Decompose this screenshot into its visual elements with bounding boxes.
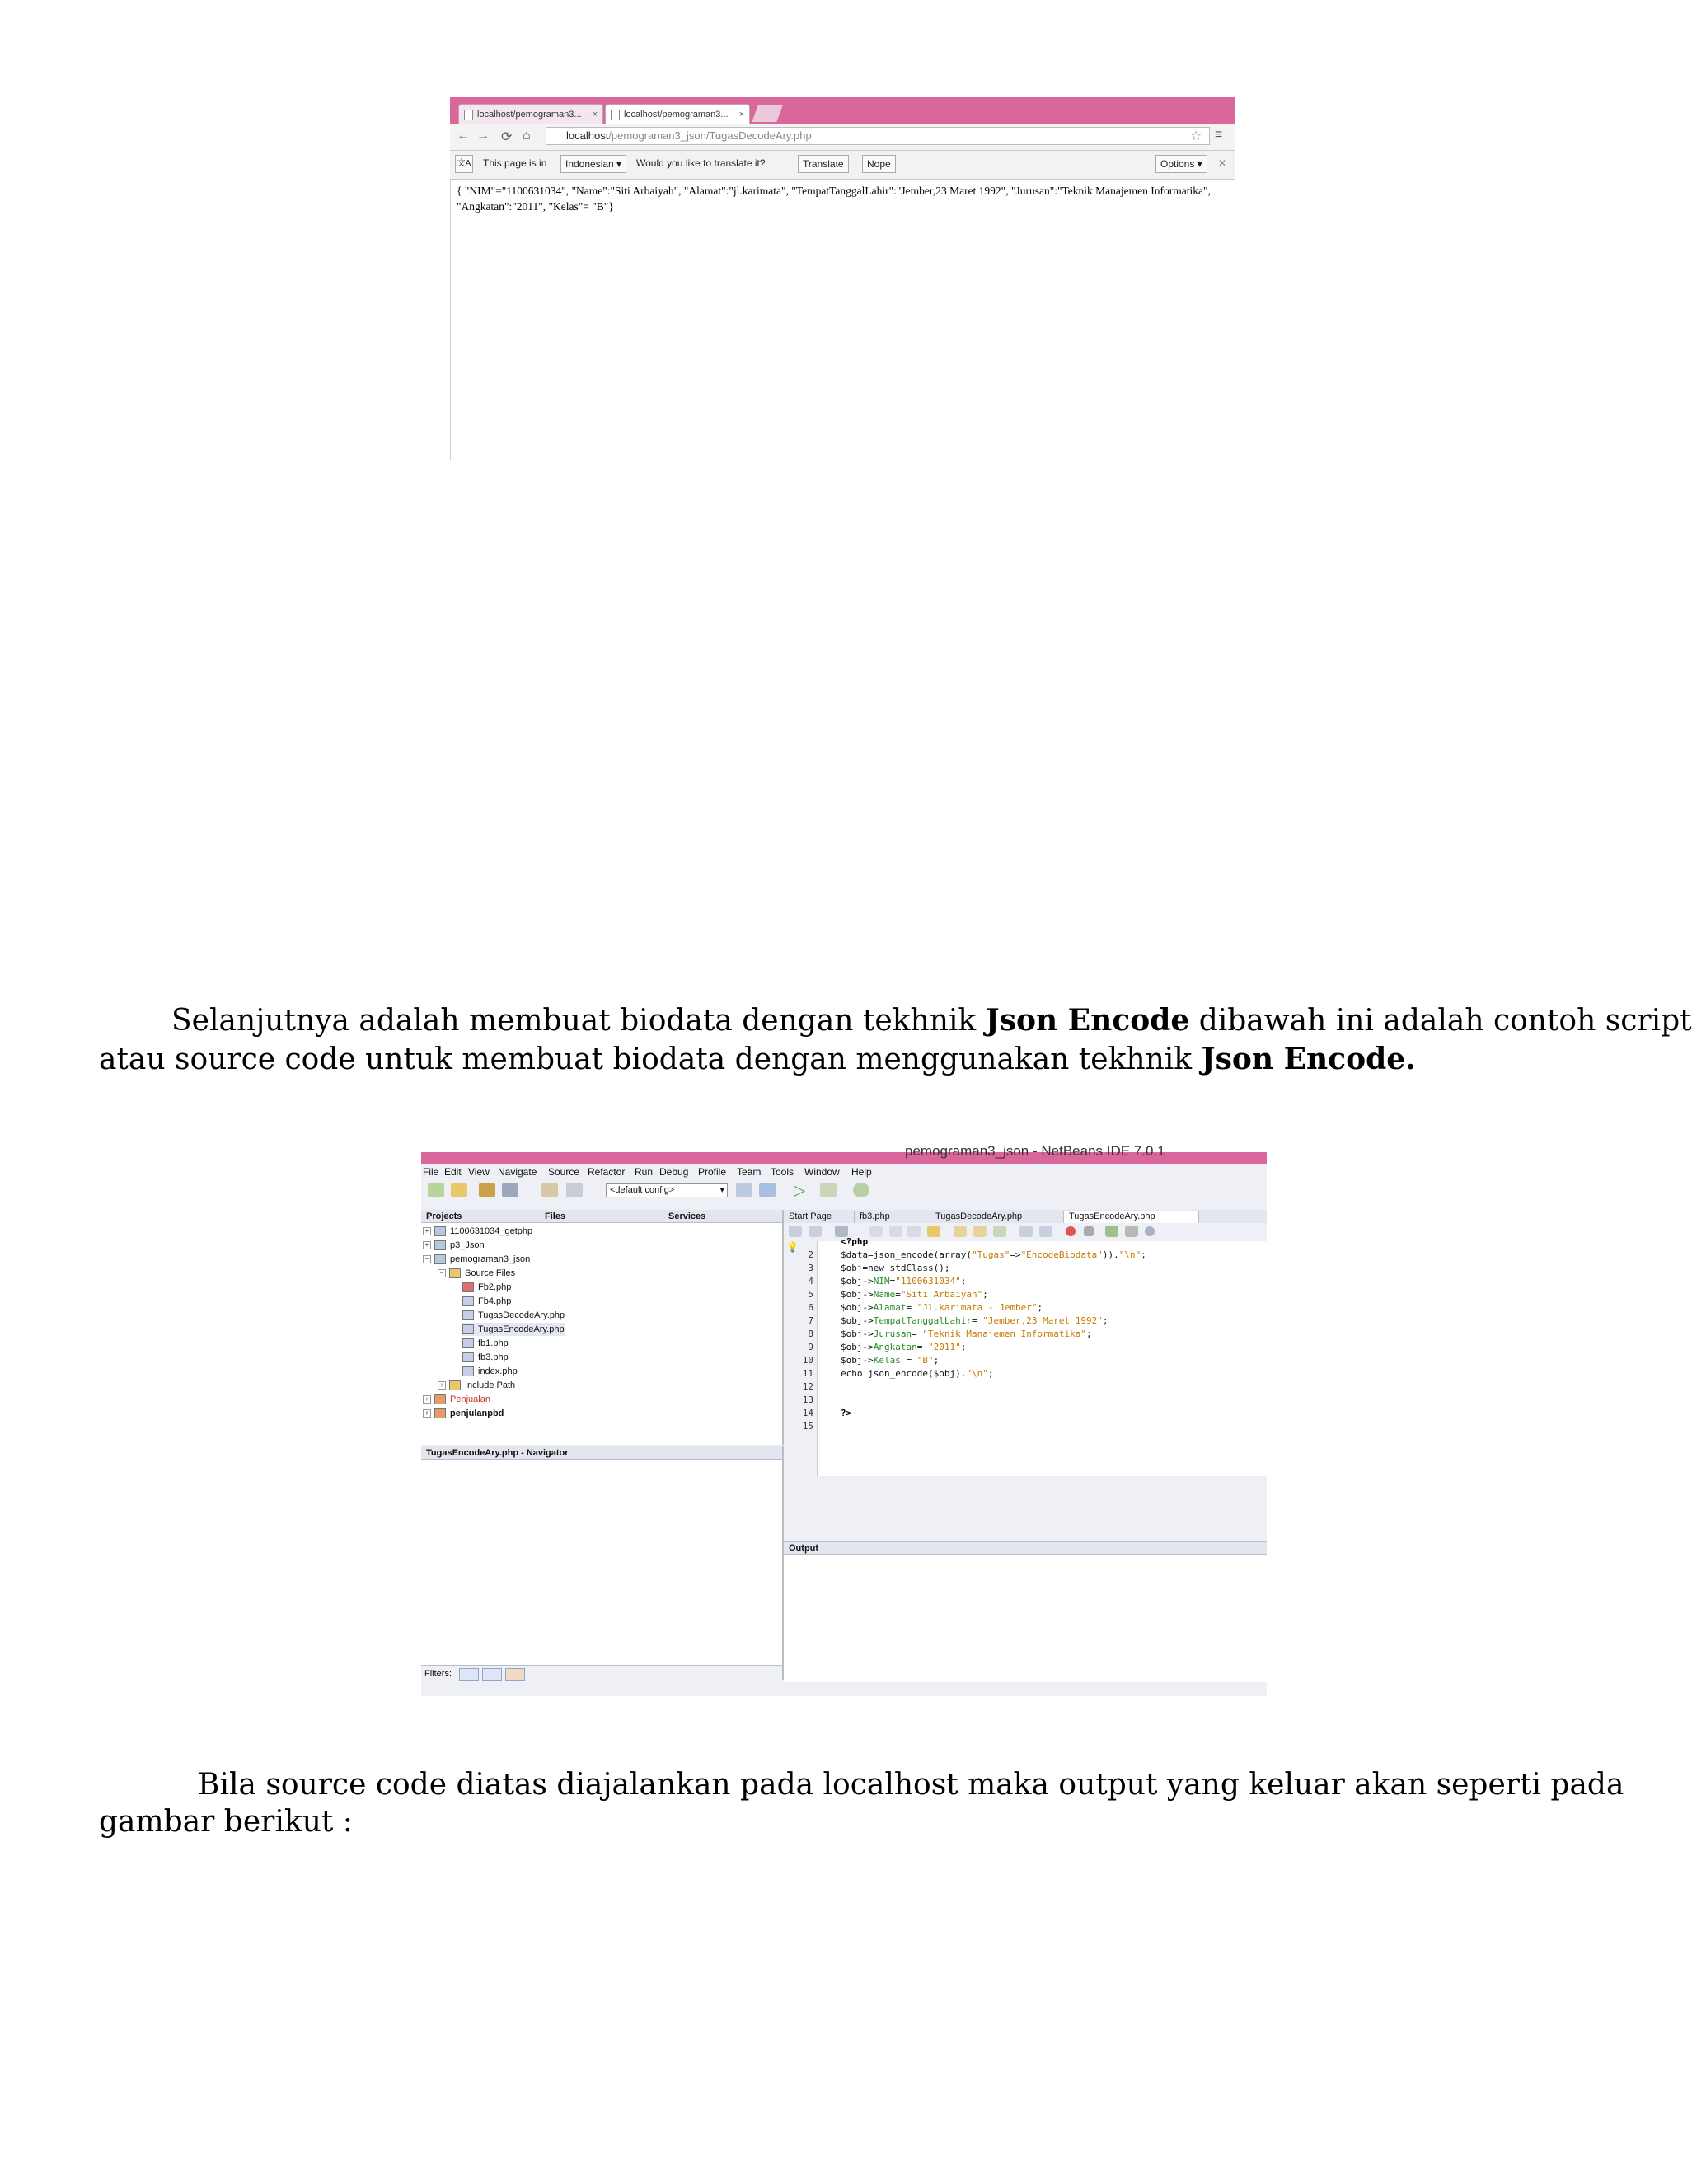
browser-tab-bar <box>450 97 1235 124</box>
language-select[interactable]: Indonesian ▾ <box>560 155 626 173</box>
project-icon <box>434 1240 446 1250</box>
line-number: 7 <box>808 1315 813 1326</box>
projects-panel-header <box>421 1210 782 1223</box>
close-icon[interactable]: × <box>592 110 598 120</box>
run-file-icon[interactable] <box>1105 1226 1118 1237</box>
url-host: localhost <box>566 129 609 142</box>
forward-icon[interactable]: → <box>476 129 490 143</box>
source-icon[interactable] <box>789 1226 802 1237</box>
navigator-panel <box>421 1446 784 1680</box>
divider <box>450 179 451 460</box>
record-macro-icon[interactable] <box>1066 1226 1076 1236</box>
code-line: $obj=new stdClass(); <box>841 1263 950 1273</box>
translate-bar <box>450 151 1235 180</box>
main-toolbar <box>421 1179 1267 1202</box>
options-button[interactable]: Options ▾ <box>1155 155 1207 173</box>
search-icon[interactable] <box>869 1226 883 1237</box>
line-number-gutter <box>784 1241 818 1476</box>
shift-icon[interactable] <box>993 1226 1006 1237</box>
code-line: $obj->NIM="1100631034"; <box>841 1276 967 1286</box>
code-line: $obj->Jurusan= "Teknik Manajemen Informatika"; <box>841 1329 1092 1339</box>
project-icon <box>434 1408 446 1418</box>
browser-tab[interactable] <box>458 104 603 124</box>
menu-profile[interactable]: Profile <box>698 1166 727 1178</box>
output-title: Output <box>784 1542 1267 1555</box>
menu-bar <box>421 1164 1267 1179</box>
document-icon <box>464 110 473 120</box>
tree-item[interactable]: TugasDecodeAry.php <box>462 1309 565 1322</box>
menu-icon[interactable]: ≡ <box>1215 128 1223 142</box>
paragraph-line: gambar berikut : <box>99 1805 353 1839</box>
paragraph-line: atau source code untuk membuat biodata dengan menggunakan tekhnik Json Encode. <box>99 1042 1416 1076</box>
redo-icon[interactable] <box>566 1183 583 1197</box>
menu-help[interactable]: Help <box>851 1166 872 1178</box>
code-line: echo json_encode($obj)."\n"; <box>841 1368 994 1379</box>
code-line: $obj->Name="Siti Arbaiyah"; <box>841 1289 988 1300</box>
star-icon[interactable]: ☆ <box>1190 129 1202 143</box>
code-line: $obj->Kelas = "B"; <box>841 1355 940 1366</box>
reload-icon[interactable]: ⟳ <box>501 130 513 144</box>
code-line: $obj->Alamat= "Jl.karimata - Jember"; <box>841 1302 1043 1313</box>
translate-button[interactable]: Translate <box>798 155 849 173</box>
line-number: 6 <box>808 1302 813 1313</box>
tab-fb3[interactable]: fb3.php <box>855 1211 930 1223</box>
project-icon <box>434 1254 446 1264</box>
page-content <box>457 183 1231 214</box>
translate-prefix: This page is in <box>483 157 547 169</box>
menu-team[interactable]: Team <box>737 1166 762 1178</box>
php-file-icon <box>462 1296 474 1306</box>
tab-services[interactable]: Services <box>668 1212 706 1221</box>
bookmark-next-icon[interactable] <box>973 1226 987 1237</box>
back-icon[interactable]: ← <box>457 129 470 143</box>
code-line: $data=json_encode(array("Tugas"=>"EncodeBiodata"))."\n"; <box>841 1249 1146 1260</box>
comment-icon[interactable] <box>1019 1226 1033 1237</box>
nope-button[interactable]: Nope <box>862 155 896 173</box>
close-icon[interactable]: ✕ <box>1218 157 1227 169</box>
filter-toggle-icon[interactable] <box>505 1668 525 1681</box>
tree-item[interactable]: Fb4.php <box>462 1295 511 1308</box>
tree-item[interactable]: + Penjualan <box>423 1393 490 1406</box>
line-number: 8 <box>808 1329 813 1339</box>
chart-icon[interactable] <box>1125 1226 1138 1237</box>
php-file-icon <box>462 1324 474 1334</box>
new-project-icon[interactable] <box>428 1183 444 1197</box>
menu-debug[interactable]: Debug <box>659 1166 689 1178</box>
tab-start-page[interactable]: Start Page <box>784 1211 855 1223</box>
build-icon[interactable] <box>736 1183 752 1197</box>
line-number: 3 <box>808 1263 813 1273</box>
save-all-icon[interactable] <box>502 1183 518 1197</box>
line-number: 10 <box>802 1355 813 1366</box>
line-number: 15 <box>802 1421 813 1432</box>
paragraph-line: Bila source code diatas diajalankan pada localhost maka output yang keluar akan seperti pada <box>198 1768 1624 1802</box>
tab-label: localhost/pemograman3... <box>624 110 729 120</box>
tab-label: localhost/pemograman3... <box>477 110 582 120</box>
menu-source[interactable]: Source <box>548 1166 580 1178</box>
tree-item[interactable]: − pemograman3_json <box>423 1253 530 1266</box>
php-file-icon <box>462 1352 474 1362</box>
menu-refactor[interactable]: Refactor <box>588 1166 626 1178</box>
line-number: 14 <box>802 1408 813 1418</box>
browser-screenshot <box>450 97 1235 460</box>
line-number: 11 <box>802 1368 813 1379</box>
navigator-title: TugasEncodeAry.php - Navigator <box>421 1446 782 1460</box>
code-editor[interactable] <box>818 1236 1267 1476</box>
stop-macro-icon[interactable] <box>1084 1226 1094 1236</box>
translate-icon: 文A <box>455 155 473 173</box>
browser-nav-bar <box>450 124 1235 151</box>
code-line: $obj->TempatTanggalLahir= "Jember,23 Maret 1992"; <box>841 1315 1108 1326</box>
tree-item[interactable]: + penjulanpbd <box>423 1407 504 1420</box>
document-icon <box>611 110 620 120</box>
tab-tugasencodeary[interactable]: TugasEncodeAry.php <box>1064 1211 1199 1223</box>
code-line: <?php <box>841 1236 869 1247</box>
menu-window[interactable]: Window <box>804 1166 840 1178</box>
bookmark-icon[interactable] <box>954 1226 967 1237</box>
tree-item[interactable]: − Source Files <box>438 1267 515 1280</box>
window-title-bar <box>421 1143 1267 1164</box>
url-path: /pemograman3_json/TugasDecodeAry.php <box>608 129 812 142</box>
tree-item[interactable]: Fb2.php <box>462 1281 511 1294</box>
netbeans-screenshot <box>421 1143 1267 1696</box>
php-file-icon <box>462 1338 474 1348</box>
tree-item[interactable]: fb1.php <box>462 1337 509 1350</box>
browser-tab-active[interactable] <box>605 104 750 124</box>
php-file-icon <box>462 1310 474 1320</box>
find-prev-icon[interactable] <box>889 1226 902 1237</box>
home-icon[interactable]: ⌂ <box>523 129 531 143</box>
folder-icon <box>449 1380 461 1390</box>
tree-item[interactable]: fb3.php <box>462 1351 509 1364</box>
line-number: 5 <box>808 1289 813 1300</box>
filters-bar <box>421 1665 782 1682</box>
tree-item[interactable]: index.php <box>462 1365 518 1378</box>
highlight-icon[interactable] <box>927 1226 940 1237</box>
uncomment-icon[interactable] <box>1039 1226 1052 1237</box>
code-line: $obj->Angkatan= "2011"; <box>841 1342 967 1352</box>
json-output-line: { "NIM"="1100631034", "Name":"Siti Arbaiyah", "Alamat":"jl.karimata", "TempatTanggalLahir":"Jember,23 Maret 1992", "Jurusan":"Teknik Manajemen Informatika", <box>457 185 1211 197</box>
project-error-icon <box>434 1394 446 1404</box>
new-tab-button[interactable] <box>752 105 782 122</box>
line-number: 9 <box>808 1342 813 1352</box>
close-icon[interactable]: × <box>738 110 744 120</box>
projects-panel <box>421 1210 784 1445</box>
new-file-icon[interactable] <box>451 1183 467 1197</box>
tree-item-selected[interactable]: TugasEncodeAry.php <box>462 1323 565 1336</box>
find-next-icon[interactable] <box>907 1226 921 1237</box>
history-icon[interactable] <box>809 1226 822 1237</box>
filter-toggle-icon[interactable] <box>459 1668 479 1681</box>
project-icon <box>434 1226 446 1236</box>
menu-edit[interactable]: Edit <box>444 1166 462 1178</box>
paragraph-line: Selanjutnya adalah membuat biodata dengan tekhnik Json Encode dibawah ini adalah contoh script <box>171 1003 1692 1038</box>
tab-files[interactable]: Files <box>545 1212 566 1221</box>
editor-tab-bar <box>784 1210 1267 1224</box>
filters-label: Filters: <box>424 1669 452 1679</box>
config-select[interactable]: <default config> ▾ <box>606 1183 728 1197</box>
menu-view[interactable]: View <box>468 1166 490 1178</box>
tree-item[interactable]: + 1100631034_getphp <box>423 1225 532 1238</box>
line-number: 4 <box>808 1276 813 1286</box>
output-panel <box>784 1541 1267 1682</box>
back-icon[interactable] <box>835 1226 848 1237</box>
menu-run[interactable]: Run <box>635 1166 654 1178</box>
json-output-line: "Angkatan":"2011", "Kelas"= "B"} <box>457 200 614 213</box>
php-file-icon <box>462 1366 474 1376</box>
lightbulb-icon[interactable]: 💡 <box>786 1241 799 1253</box>
open-project-icon[interactable] <box>479 1183 495 1197</box>
menu-tools[interactable]: Tools <box>771 1166 794 1178</box>
translate-question: Would you like to translate it? <box>636 157 766 169</box>
line-number: 12 <box>802 1381 813 1392</box>
menu-navigate[interactable]: Navigate <box>498 1166 537 1178</box>
clean-build-icon[interactable] <box>759 1183 776 1197</box>
line-number: 2 <box>808 1249 813 1260</box>
profile-icon[interactable] <box>853 1183 869 1197</box>
undo-icon[interactable] <box>541 1183 558 1197</box>
tab-projects[interactable]: Projects <box>426 1212 462 1221</box>
address-bar[interactable] <box>546 127 1210 145</box>
tree-item[interactable]: + p3_Json <box>423 1239 485 1252</box>
tab-tugasdecodeary[interactable]: TugasDecodeAry.php <box>930 1211 1064 1223</box>
menu-file[interactable]: File <box>423 1166 439 1178</box>
window-title: pemograman3_json - NetBeans IDE 7.0.1 <box>905 1143 1165 1159</box>
filter-toggle-icon[interactable] <box>482 1668 502 1681</box>
run-icon[interactable]: ▷ <box>794 1182 805 1198</box>
php-file-error-icon <box>462 1282 474 1292</box>
code-line: ?> <box>841 1408 852 1418</box>
debug-icon[interactable] <box>820 1183 837 1197</box>
folder-icon <box>449 1268 461 1278</box>
settings-icon[interactable] <box>1145 1226 1155 1236</box>
tree-item[interactable]: + Include Path <box>438 1379 515 1392</box>
line-number: 13 <box>802 1394 813 1405</box>
